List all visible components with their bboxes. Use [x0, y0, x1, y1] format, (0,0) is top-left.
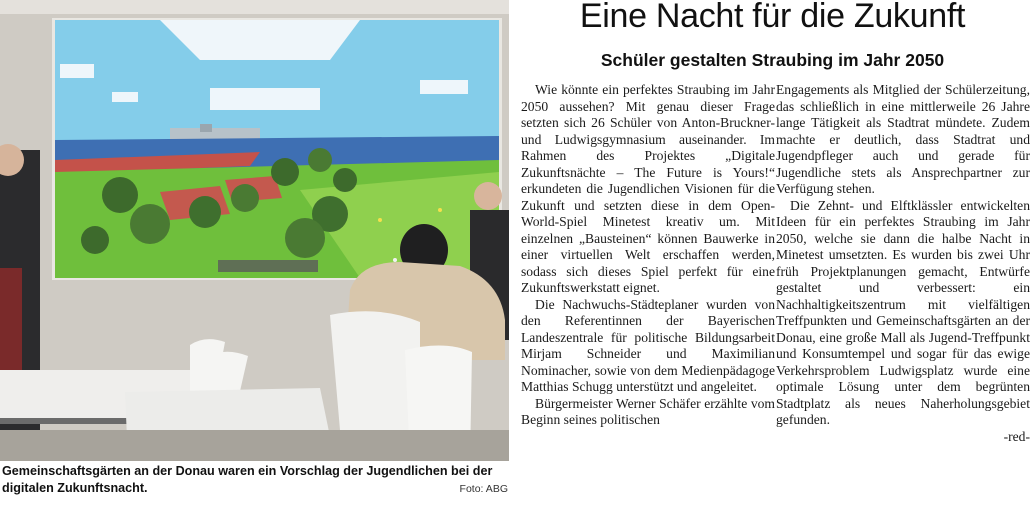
paragraph-ideas: Die Zehnt- und Elftklässler entwickelten Ideen für ein perfektes Straubing im Jahr 2050, welche sie dann die halbe Nacht in Minetest umsetzten. Es wurden bis zwei Uhr früh Projektplanungen gemacht, Entwürfe gestaltet und verbessert: ein Nachhaltigkeitszentrum mit vielfältigen Treffpunkten und Gemeinschaftsgärten an der Donau, eine große Mall als Jugend-Treffpunkt und Konsumtempel und sogar für das ewige Verkehrsproblem Ludwigsplatz wurde eine optimale Lösung unter dem begrünten Stadtplatz als neues Naherholungsgebiet gefunden. [776, 197, 1030, 427]
classroom-projection-image [0, 0, 509, 461]
article-photo [0, 0, 509, 461]
author-signature: -red- [1003, 428, 1030, 444]
photo-caption: Gemeinschaftsgärten an der Donau waren ein Vorschlag der Jugendlichen bei der digitalen Zukunftsnacht. [2, 464, 493, 495]
photo-credit: Foto: ABG [459, 483, 508, 495]
article-subline: Schüler gestalten Straubing im Jahr 2050 [600, 50, 945, 70]
paragraph-mayor-continued: Engagements als Mitglied der Schülerzeitung, das schließlich in eine mittlerweile 26 Jahre lange Tätigkeit als Stadtrat mündete. Zudem machte er deutlich, dass Stadtrat und Jugendpfleger auch und gerade für Jugendliche stets als Ansprechpartner zur Verfügung stehen. [776, 82, 1030, 196]
article-column-2 [776, 82, 1030, 445]
paragraph-intro: Wie könnte ein perfektes Straubing im Jahr 2050 aussehen? Mit genau dieser Frage setzten sich 26 Schüler von Anton-Bruckner- und Ludwigsgymnasium auseinander. Im Rahmen des Projektes „Digitale Zukunftsnächte – The Future is Yours!“ erkundeten die Jugendlichen Visionen für die Zukunft und setzten diese in dem Open-World-Spiel Minetest kreativ um. Mit einzelnen „Bausteinen“ können Bauwerke in einer virtuellen Welt erschaffen werden, sodass sich dieses Spiel perfekt für eine Zukunftswerkstatt eignet. [521, 82, 775, 295]
article-headline: Eine Nacht für die Zukunft [579, 0, 966, 35]
paragraph-planners: Die Nachwuchs-Städteplaner wurden von den Referentinnen der Bayerischen Landeszentrale für politische Bildungsarbeit Mirjam Schneider und Maximilian Nominacher, sowie von dem Medienpädagoge Matthias Schugg unterstützt und angeleitet. [521, 296, 775, 394]
paragraph-mayor-start: Bürgermeister Werner Schäfer erzählte vom Beginn seines politischen [521, 395, 775, 427]
article-column-1 [521, 82, 775, 429]
